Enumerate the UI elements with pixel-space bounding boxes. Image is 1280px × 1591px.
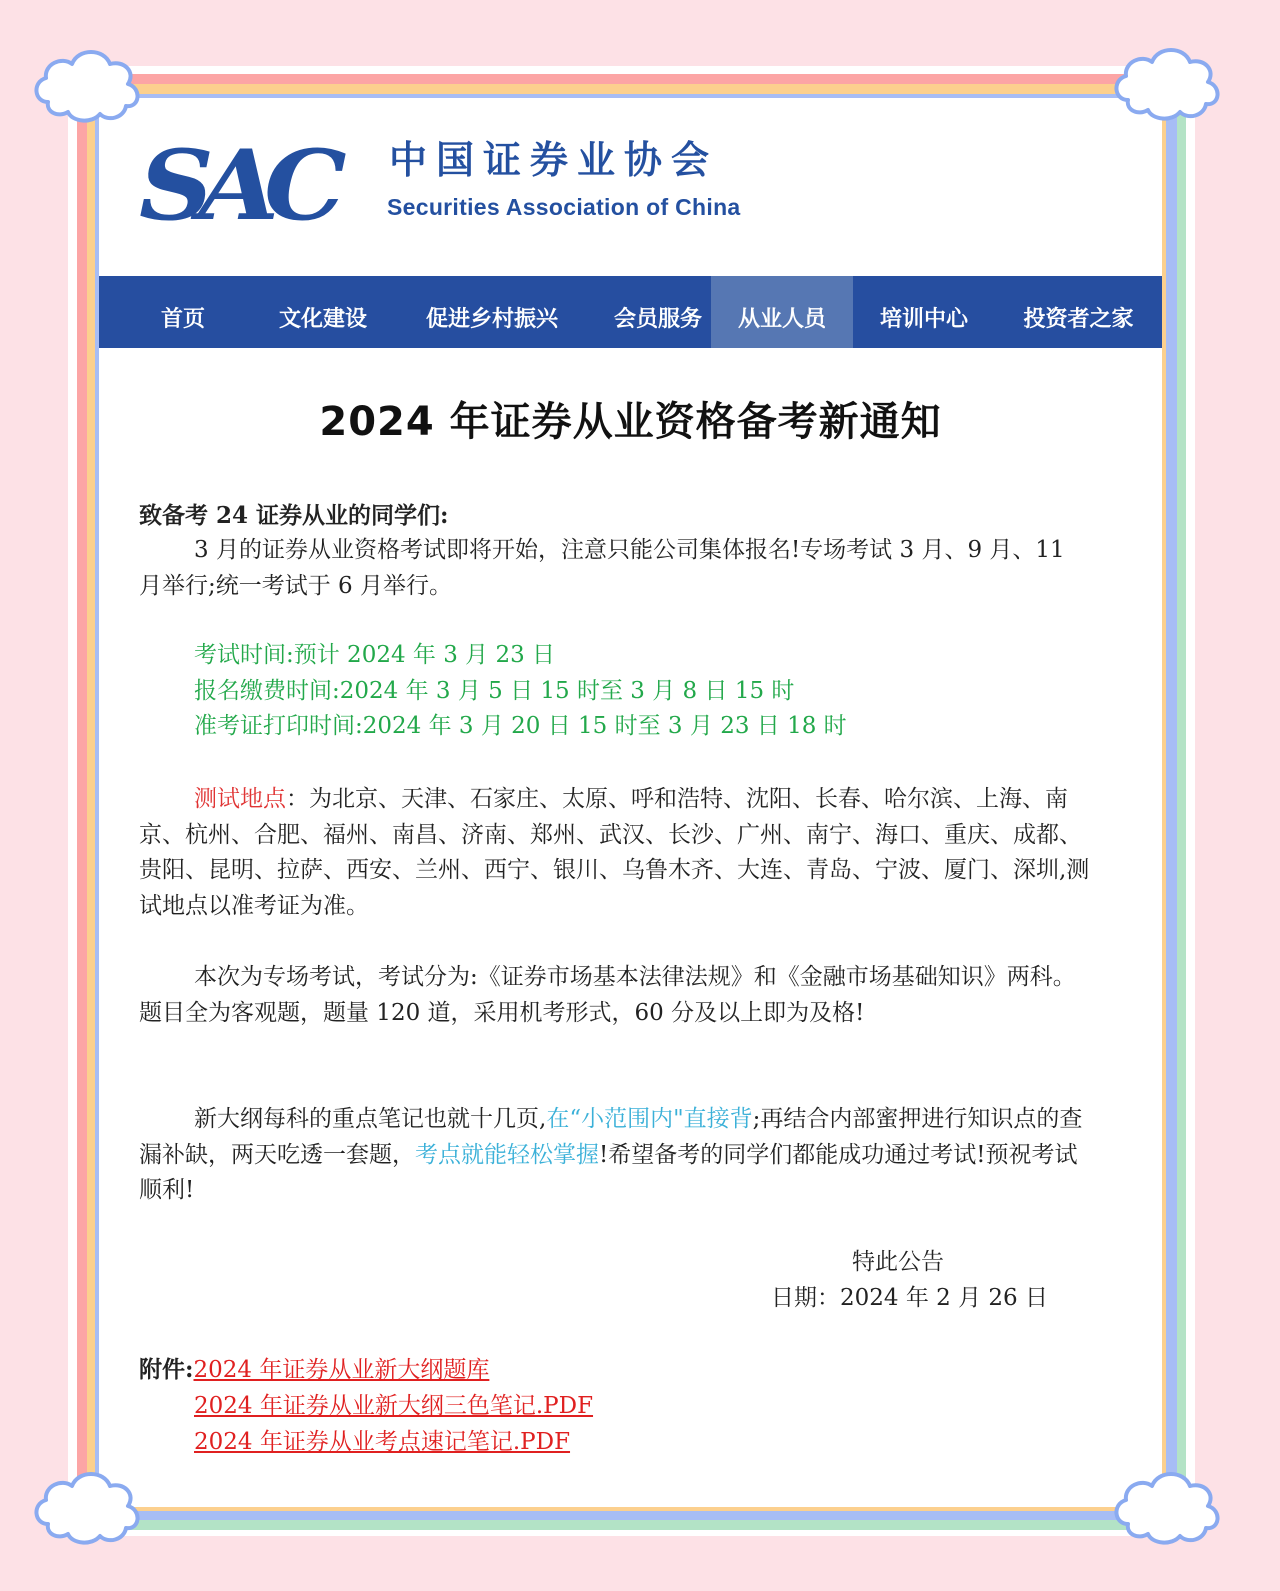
study-tips-paragraph (139, 1102, 1094, 1209)
page-title: 2024 年证券从业资格备考新通知 (319, 399, 942, 445)
tips-text-3: !希望备考的同学们都能成功通过考试!预祝考试顺利! (139, 1141, 1078, 1203)
border-stripe-bottom-orange (95, 1507, 1166, 1511)
border-stripe-top-orange (87, 84, 1177, 94)
tips-text-2: ;再结合内部蜜押进行知识点的查漏补缺，两天吃透一套题， (139, 1106, 1083, 1168)
exam-time: 考试时间:预计 2024 年 3 月 23 日 (194, 642, 556, 668)
org-name-en: Securities Association of China (387, 194, 741, 220)
tips-highlight-2: 考点就能轻松掌握 (415, 1141, 599, 1168)
org-name-cn: 中国证券业协会 (389, 138, 719, 182)
locations-text: ：为北京、天津、石家庄、太原、呼和浩特、沈阳、长春、哈尔滨、上海、南京、杭州、合肥、福州、南昌、济南、郑州、武汉、长沙、广州、南宁、海口、重庆、成都、贵阳、昆明、拉萨、西安、兰州、西宁、银川、乌鲁木齐、大连、青岛、宁波、厦门、深圳,测试地点以准考证为准。 (139, 786, 1090, 919)
tips-highlight-1: 在“小范围内"直接背 (546, 1106, 753, 1132)
border-stripe-right-green (1177, 74, 1186, 1530)
admission-print-time: 准考证打印时间:2024 年 3 月 20 日 15 时至 3 月 23 日 18 时 (194, 713, 847, 739)
cloud-icon-bottom-right (1108, 1462, 1238, 1552)
notice-date: 日期：2024 年 2 月 26 日 (771, 1285, 1048, 1311)
attachment-link-quick-notes[interactable]: 2024 年证券从业考点速记笔记.PDF (194, 1429, 571, 1455)
schedule-block (194, 638, 1149, 745)
nav-item-rural-revitalization[interactable]: 促进乡村振兴 (425, 307, 558, 332)
cloud-icon-top-left (28, 40, 158, 130)
attachments (139, 1352, 489, 1388)
attachment-link-question-bank[interactable]: 2024 年证券从业新大纲题库 (193, 1357, 490, 1383)
signature: 特此公告 (852, 1249, 944, 1275)
border-stripe-left-orange (87, 84, 95, 1511)
nav-item-practitioners[interactable]: 从业人员 (711, 276, 853, 348)
registration-time: 报名缴费时间:2024 年 3 月 5 日 15 时至 3 月 8 日 15 时 (194, 677, 795, 704)
attachment-link-three-color-notes[interactable]: 2024 年证券从业新大纲三色笔记.PDF (194, 1393, 594, 1419)
sac-logo (139, 129, 839, 242)
exam-format-paragraph: 本次为专场考试，考试分为:《证券市场基本法律法规》和《金融市场基础知识》两科。题目全为客观题，题量 120 道，采用机考形式，60 分及以上即为及格! (139, 964, 1076, 1026)
border-stripe-right-orange (1162, 94, 1166, 1511)
border-stripe-right-blue (1166, 84, 1177, 1520)
locations-label: 测试地点 (194, 786, 286, 812)
cloud-icon-bottom-left (28, 1462, 158, 1552)
border-stripe-bottom-blue (87, 1511, 1177, 1520)
tips-text-1: 新大纲每科的重点笔记也就十几页, (194, 1106, 547, 1132)
nav-item-culture[interactable]: 文化建设 (278, 307, 367, 332)
nav-item-investor-home[interactable]: 投资者之家 (1023, 307, 1134, 332)
nav-item-member-services[interactable]: 会员服务 (613, 307, 702, 332)
intro-paragraph: 3 月的证券从业资格考试即将开始，注意只能公司集体报名!专场考试 3 月、9 月、11 月举行;统一考试于 6 月举行。 (139, 537, 1065, 599)
nav-item-training-center[interactable]: 培训中心 (879, 307, 968, 332)
greeting: 致备考 24 证券从业的同学们: (139, 502, 449, 529)
attachment-row (194, 1424, 570, 1460)
border-stripe-top-pink (77, 74, 1186, 84)
attachments-label: 附件: (139, 1356, 194, 1383)
cloud-icon-top-right (1108, 38, 1238, 128)
nav-item-home[interactable]: 首页 (160, 307, 205, 332)
attachment-row (194, 1388, 593, 1424)
border-stripe-left-pink (77, 74, 87, 1530)
locations-paragraph (139, 782, 1094, 924)
logo-mark: SAC (139, 129, 332, 242)
main-nav (99, 276, 1162, 348)
notice-card (99, 98, 1162, 1507)
border-stripe-bottom-green (77, 1520, 1186, 1530)
